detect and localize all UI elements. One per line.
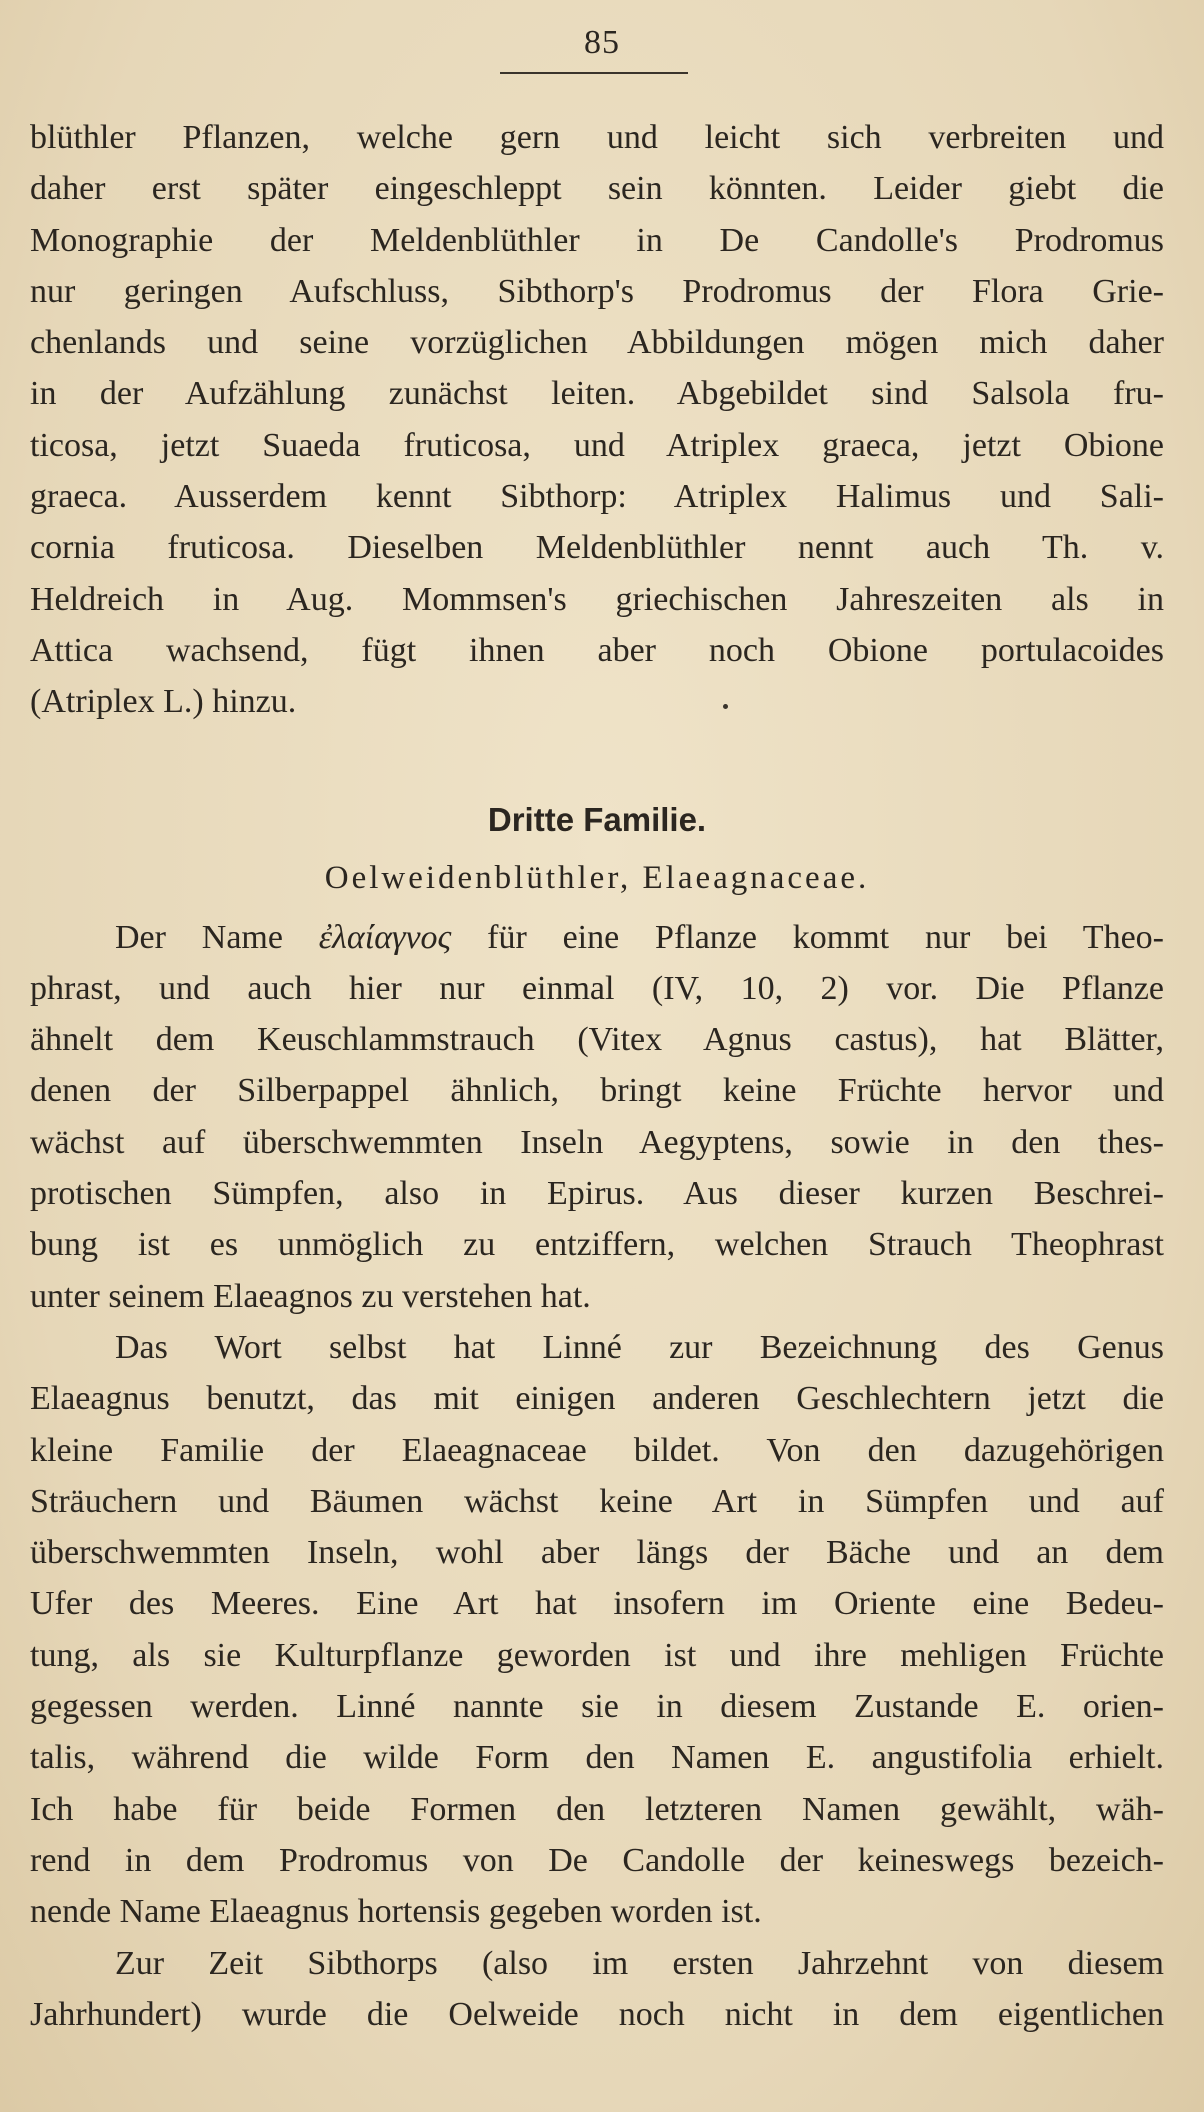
text-line: Jahrhundert) wurde die Oelweide noch nicht in dem eigentlichen (30, 1995, 1164, 2033)
text-line: unter seinem Elaeagnos zu verstehen hat. (30, 1277, 591, 1315)
text-line: Heldreich in Aug. Mommsen's griechischen Jahreszeiten als in (30, 580, 1164, 618)
text-line: graeca. Ausserdem kennt Sibthorp: Atriplex Halimus und Sali- (30, 478, 1164, 516)
text-line: bung ist es unmöglich zu entziffern, welchen Strauch Theophrast (30, 1226, 1164, 1264)
text-line: nur geringen Aufschluss, Sibthorp's Prodromus der Flora Grie- (30, 272, 1164, 310)
text-line: denen der Silberpappel ähnlich, bringt keine Früchte hervor und (30, 1072, 1164, 1110)
text-line (30, 912, 1164, 963)
greek-word: ἐλαίαγνος (318, 918, 452, 956)
text-line: ticosa, jetzt Suaeda fruticosa, und Atriplex graeca, jetzt Obione (30, 426, 1164, 464)
text-line: kleine Familie der Elaeagnaceae bildet. Von den dazugehörigen (30, 1431, 1164, 1469)
text-line: gegessen werden. Linné nannte sie in diesem Zustande E. orien- (30, 1688, 1164, 1726)
paragraph-3 (30, 1322, 1164, 1938)
text-line: rend in dem Prodromus von De Candolle der keineswegs bezeich- (30, 1841, 1164, 1879)
text-line: Attica wachsend, fügt ihnen aber noch Obione portulacoides (30, 631, 1164, 669)
text-line: Monographie der Meldenblüthler in De Candolle's Prodromus (30, 221, 1164, 259)
text-line: Sträuchern und Bäumen wächst keine Art in Sümpfen und auf (30, 1482, 1164, 1520)
ink-speck (723, 704, 728, 709)
text-line: in der Aufzählung zunächst leiten. Abgebildet sind Salsola fru- (30, 375, 1164, 413)
text-fragment: Der Name (115, 918, 319, 956)
text-line: chenlands und seine vorzüglichen Abbildungen mögen mich daher (30, 324, 1164, 362)
paragraph-2 (30, 912, 1164, 1322)
text-line: cornia fruticosa. Dieselben Meldenblüthler nennt auch Th. v. (30, 529, 1164, 567)
text-line: (Atriplex L.) hinzu. (30, 683, 297, 721)
paragraph-4 (30, 1938, 1164, 2041)
text-line: protischen Sümpfen, also in Epirus. Aus dieser kurzen Beschrei- (30, 1175, 1164, 1213)
text-line: phrast, und auch hier nur einmal (IV, 10, 2) vor. Die Pflanze (30, 969, 1164, 1007)
page-body (30, 112, 1164, 2040)
section-heading: Dritte Familie. (487, 800, 707, 838)
text-line: Zur Zeit Sibthorps (also im ersten Jahrzehnt von diesem (115, 1944, 1164, 1982)
text-line: blüthler Pflanzen, welche gern und leicht sich verbreiten und (30, 119, 1164, 156)
text-line: nende Name Elaeagnus hortensis gegeben worden ist. (30, 1893, 762, 1931)
text-line: Ufer des Meeres. Eine Art hat insofern im Oriente eine Bedeu- (30, 1585, 1164, 1623)
text-line: Elaeagnus benutzt, das mit einigen anderen Geschlechtern jetzt die (30, 1380, 1164, 1418)
text-line: talis, während die wilde Form den Namen E. angustifolia erhielt. (30, 1739, 1164, 1777)
page-number: 85 (584, 24, 620, 61)
text-fragment: für eine Pflanze kommt nur bei Theo- (451, 918, 1164, 956)
text-line: Ich habe für beide Formen den letzteren Namen gewählt, wäh- (30, 1790, 1164, 1828)
paragraph-1 (30, 112, 1164, 728)
text-line: daher erst später eingeschleppt sein könnten. Leider giebt die (30, 170, 1164, 208)
page-number-rule (500, 72, 688, 74)
text-line: wächst auf überschwemmten Inseln Aegyptens, sowie in den thes- (30, 1123, 1164, 1161)
text-line: ähnelt dem Keuschlammstrauch (Vitex Agnus castus), hat Blätter, (30, 1021, 1164, 1059)
text-line: tung, als sie Kulturpflanze geworden ist und ihre mehligen Früchte (30, 1636, 1164, 1674)
text-line: überschwemmten Inseln, wohl aber längs der Bäche und an dem (30, 1534, 1164, 1572)
text-line: Das Wort selbst hat Linné zur Bezeichnung des Genus (115, 1328, 1164, 1366)
section-subheading: Oelweidenblüthler, Elaeagnaceae. (324, 859, 870, 896)
